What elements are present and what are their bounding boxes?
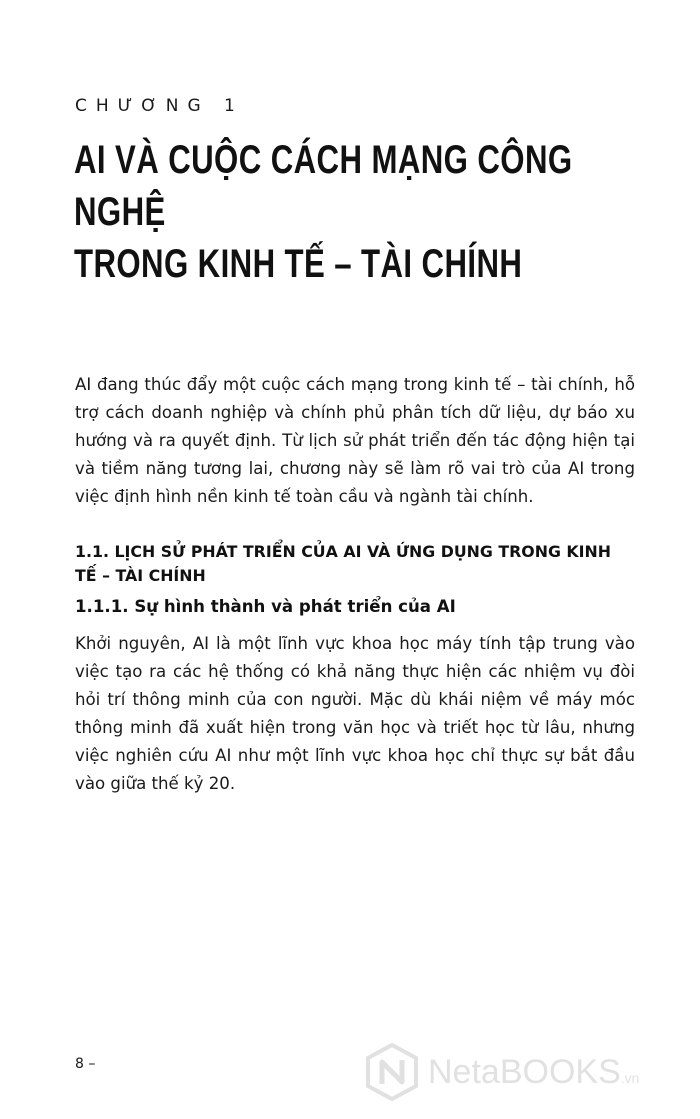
page-number: 8 – xyxy=(75,1056,96,1072)
watermark-brand xyxy=(428,1055,639,1089)
watermark-brand-text: NetaBOOKS xyxy=(428,1053,621,1091)
chapter-title-line-2: TRONG KINH TẾ – TÀI CHÍNH xyxy=(74,242,523,286)
chapter-title xyxy=(74,134,636,290)
watermark xyxy=(364,1042,639,1102)
section-heading: 1.1. LỊCH SỬ PHÁT TRIỂN CỦA AI VÀ ỨNG DỤNG TRONG KINH TẾ – TÀI CHÍNH xyxy=(75,542,611,585)
intro-paragraph: AI đang thúc đẩy một cuộc cách mạng trong kinh tế – tài chính, hỗ trợ cách doanh nghiệp và chính phủ phân tích dữ liệu, dự báo xu hướng và ra quyết định. Từ lịch sử phát triển đến tác động hiện tại và tiềm năng tương lai, chương này sẽ làm rõ vai trò của AI trong việc định hình nền kinh tế toàn cầu và ngành tài chính. xyxy=(75,375,635,506)
netabooks-logo-icon xyxy=(364,1042,420,1102)
chapter-title-line-1: AI VÀ CUỘC CÁCH MẠNG CÔNG NGHỆ xyxy=(74,138,573,234)
body-paragraph: Khởi nguyên, AI là một lĩnh vực khoa học máy tính tập trung vào việc tạo ra các hệ thống có khả năng thực hiện các nhiệm vụ đòi hỏi trí thông minh của con người. Mặc dù khái niệm về máy móc thông minh đã xuất hiện trong văn học và triết học từ lâu, nhưng việc nghiên cứu AI như một lĩnh vực khoa học chỉ thực sự bắt đầu vào giữa thế kỷ 20. xyxy=(75,634,635,793)
watermark-suffix: .vn xyxy=(620,1070,640,1086)
chapter-label: CHƯƠNG 1 xyxy=(75,96,244,116)
subsection-heading: 1.1.1. Sự hình thành và phát triển của AI xyxy=(75,597,456,616)
